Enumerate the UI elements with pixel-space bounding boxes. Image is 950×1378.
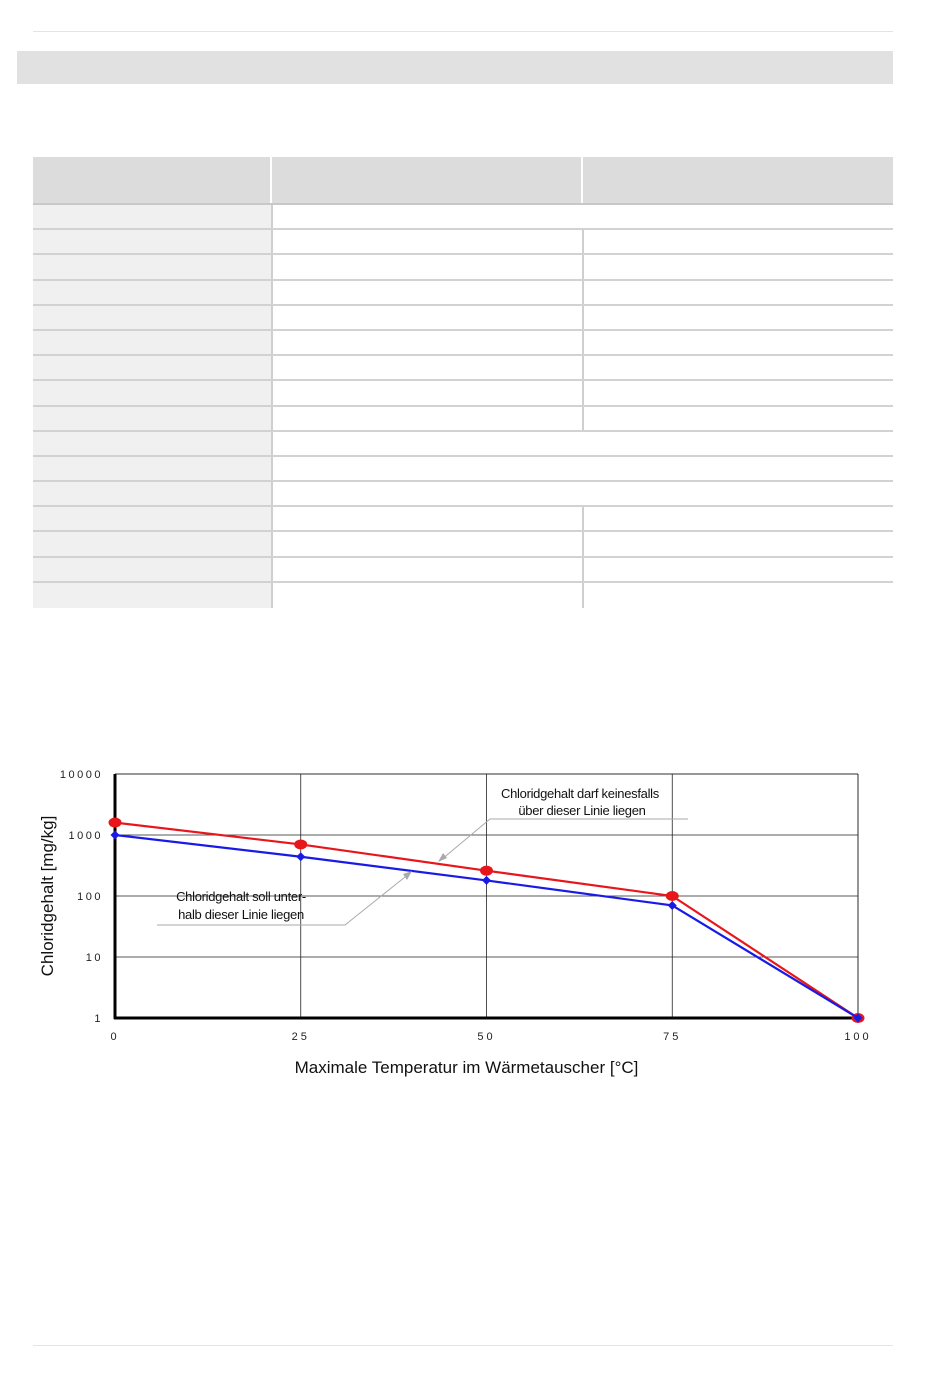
table-row: [33, 532, 893, 557]
table-row: [33, 583, 893, 608]
row-value-cell: [271, 230, 582, 253]
row-value-cell: [582, 331, 893, 354]
chart-svg: [0, 730, 950, 1110]
x-tick-label: 75: [663, 1031, 682, 1043]
annotation-upper-line1: Chloridgehalt darf keinesfalls: [501, 786, 659, 801]
row-value-cell: [271, 331, 582, 354]
table-row: [33, 356, 893, 381]
row-value-cell: [582, 532, 893, 555]
row-value-cell: [271, 356, 582, 379]
row-label-cell: [33, 230, 271, 253]
table-body: [33, 205, 893, 608]
y-tick-label: 1: [94, 1013, 103, 1025]
x-axis-label: Maximale Temperatur im Wärmetauscher [°C]: [294, 1058, 639, 1077]
row-label-cell: [33, 432, 271, 455]
table-row: [33, 255, 893, 280]
header-cell: [581, 157, 893, 203]
row-value-cell: [582, 381, 893, 404]
x-tick-label: 100: [844, 1031, 872, 1043]
row-label-cell: [33, 255, 271, 278]
annotation-upper-arrowhead: [438, 853, 447, 862]
table-row: [33, 558, 893, 583]
row-value-cell: [271, 205, 893, 228]
spec-table: [33, 157, 893, 608]
row-value-cell: [582, 306, 893, 329]
top-divider: [33, 31, 893, 32]
row-label-cell: [33, 558, 271, 581]
data-point-marker: [482, 876, 491, 885]
row-value-cell: [271, 407, 582, 430]
y-axis-label: Chloridgehalt [mg/kg]: [38, 815, 57, 977]
row-value-cell: [271, 482, 893, 505]
chloride-chart: [0, 730, 950, 1110]
y-tick-label: 1000: [68, 830, 103, 842]
data-point-marker: [111, 831, 120, 840]
table-row: [33, 205, 893, 230]
row-label-cell: [33, 205, 271, 228]
row-label-cell: [33, 281, 271, 304]
row-value-cell: [271, 381, 582, 404]
row-value-cell: [582, 507, 893, 530]
row-value-cell: [582, 230, 893, 253]
row-label-cell: [33, 583, 271, 608]
table-row: [33, 230, 893, 255]
table-row: [33, 482, 893, 507]
bottom-divider: [33, 1345, 893, 1346]
table-row: [33, 407, 893, 432]
row-value-cell: [582, 281, 893, 304]
annotation-upper-leader: [441, 819, 688, 860]
y-tick-label: 10: [85, 952, 103, 964]
row-label-cell: [33, 407, 271, 430]
row-value-cell: [582, 255, 893, 278]
row-value-cell: [271, 558, 582, 581]
row-value-cell: [271, 281, 582, 304]
row-value-cell: [582, 558, 893, 581]
row-value-cell: [271, 306, 582, 329]
data-point-marker: [296, 852, 305, 861]
row-label-cell: [33, 356, 271, 379]
row-value-cell: [271, 432, 893, 455]
row-label-cell: [33, 457, 271, 480]
row-label-cell: [33, 306, 271, 329]
table-row: [33, 457, 893, 482]
row-value-cell: [271, 532, 582, 555]
header-cell: [33, 157, 270, 203]
annotation-lower-line2: halb dieser Linie liegen: [178, 907, 304, 922]
y-tick-label: 100: [77, 891, 103, 903]
row-label-cell: [33, 331, 271, 354]
data-point-marker: [294, 839, 307, 849]
row-value-cell: [271, 583, 582, 608]
annotation-lower-line1: Chloridgehalt soll unter-: [176, 889, 306, 904]
table-header: [33, 157, 893, 205]
row-value-cell: [582, 583, 893, 608]
x-tick-label: 50: [477, 1031, 496, 1043]
data-point-marker: [480, 866, 493, 876]
x-tick-label: 25: [291, 1031, 310, 1043]
section-header-bar: [17, 51, 893, 84]
table-row: [33, 306, 893, 331]
row-label-cell: [33, 532, 271, 555]
data-point-marker: [666, 891, 679, 901]
annotation-upper-line2: über dieser Linie liegen: [518, 803, 646, 818]
row-label-cell: [33, 507, 271, 530]
row-value-cell: [582, 356, 893, 379]
data-point-marker: [109, 818, 122, 828]
table-row: [33, 381, 893, 406]
y-tick-label: 10000: [59, 769, 103, 781]
table-row: [33, 432, 893, 457]
row-value-cell: [271, 507, 582, 530]
annotation-lower-arrowhead: [403, 871, 412, 880]
row-label-cell: [33, 482, 271, 505]
row-label-cell: [33, 381, 271, 404]
row-value-cell: [271, 255, 582, 278]
row-value-cell: [582, 407, 893, 430]
header-cell: [270, 157, 582, 203]
table-row: [33, 281, 893, 306]
table-row: [33, 507, 893, 532]
table-row: [33, 331, 893, 356]
row-value-cell: [271, 457, 893, 480]
x-tick-label: 0: [110, 1031, 120, 1043]
